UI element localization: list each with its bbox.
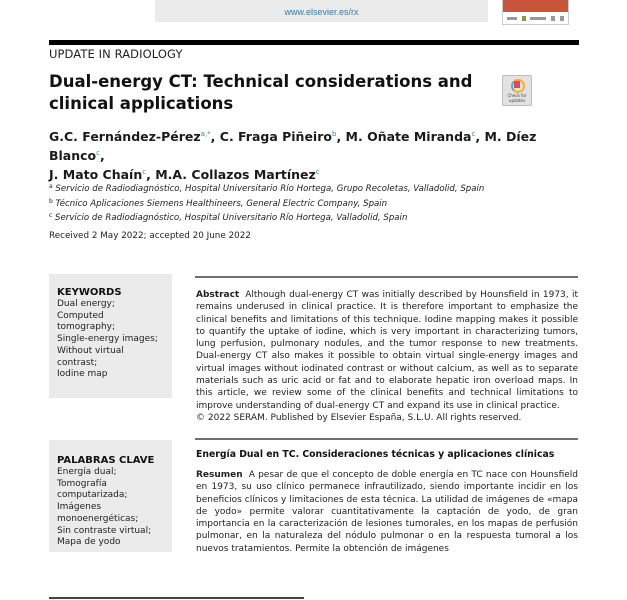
affiliation-marker: b <box>49 197 53 205</box>
header-rule <box>49 40 579 45</box>
abstract-label: Abstract <box>196 290 240 300</box>
abstract-paragraph <box>196 289 578 424</box>
affiliation-marker: a <box>49 183 53 190</box>
affiliation-item <box>49 181 484 196</box>
author-name[interactable]: M.A. Collazos Martínez <box>155 167 316 182</box>
affiliation-text: Servicio de Radiodiagnóstico, Hospital Universitario Río Hortega, Grupo Recoletas, Valladolid, Spain <box>55 184 485 194</box>
palabra-clave-item: Energía dual; <box>57 467 117 477</box>
palabras-clave-box <box>49 440 172 552</box>
abstract-rule <box>195 276 578 278</box>
author-list: G.C. Fernández-Pérez$^{a,*}$, C. Fraga Piñeiro$^b$, M. Oñate Miranda$^c$, M. Díez Blanco$^c$, J. Mato Chaín$^c$, M.A. Collazos Martínez$^c$ <box>49 129 537 182</box>
author-affiliation-ref[interactable]: b <box>331 130 337 138</box>
affiliation-item <box>49 196 484 211</box>
received-dates: Received 2 May 2022; accepted 20 June 2022 <box>49 231 251 241</box>
author-name[interactable]: C. Fraga Piñeiro <box>219 129 332 144</box>
author-affiliation-ref[interactable]: c <box>96 149 101 157</box>
affiliations <box>49 181 484 225</box>
keyword-item: Iodine map <box>57 369 108 380</box>
author-affiliation-ref[interactable]: c <box>315 168 320 176</box>
author-affiliation-ref[interactable]: c <box>471 130 476 138</box>
author-name[interactable]: M. Oñate Miranda <box>345 129 472 144</box>
keywords-box <box>49 274 172 398</box>
keyword-item: Without virtual <box>57 345 124 356</box>
check-updates-label: Check for updates <box>507 93 527 103</box>
footnote-rule <box>49 597 304 599</box>
cover-color-band <box>503 0 568 12</box>
keyword-item: Dual energy; <box>57 299 115 309</box>
author-name[interactable]: G.C. Fernández-Pérez <box>49 129 201 144</box>
affiliation-marker: c <box>49 212 53 219</box>
keywords-title: KEYWORDS <box>57 287 122 298</box>
palabra-clave-item: Mapa de yodo <box>57 537 121 548</box>
affiliation-item <box>49 210 484 225</box>
journal-header-banner <box>155 0 488 22</box>
resumen-text: A pesar de que el concepto de doble energía en TC nace con Hounsfield en 1973, su uso clínico permanece infrautilizado, siendo importante incidir en los beneficios clínicos y limitaciones de esta técnica. La utilidad de imágenes de «mapa de yodo» permite valorar cuantitativamente la captación de yodo, de gran importancia en la caracterización de lesiones tumorales, en los mapas de perfusión pulmonar, en la naturaleza del nódulo pulmonar o en la respuesta tumoral a los nuevos tratamientos. Permite la obtención de imágenes <box>196 470 578 554</box>
author-affiliation-ref[interactable]: c <box>142 168 147 176</box>
spanish-title: Energía Dual en TC. Consideraciones técnicas y aplicaciones clínicas <box>196 449 555 460</box>
keyword-item: contrast; <box>57 357 98 368</box>
abstract-text: Although dual-energy CT was initially described by Hounsfield in 1973, it remains underused in clinical practice. It is therefore important to emphasize the clinical benefits and limitations of this technique. Iodine mapping makes it possible to quantify the uptake of iodine, which is very important in characterizing tumors, lung perfusion, pulmonary nodules, and the tumor response to new treatments. Dual-energy CT also makes it possible to obtain virtual single-energy images and virtual images without iodinated contrast or without calcium, as well as to separate materials such as uric acid or fat and to elaborate hepatic iron overload maps. In this article, we review some of the clinical benefits and technical limitations to improve understanding of dual-energy CT and expand its use in clinical practice. <box>196 290 578 411</box>
copyright-notice: © 2022 SERAM. Published by Elsevier España, S.L.U. All rights reserved. <box>196 412 522 423</box>
author-affiliation-ref[interactable]: a,* <box>200 130 211 138</box>
author-name[interactable]: M. Díez Blanco <box>49 129 537 163</box>
cover-logos <box>503 12 568 24</box>
section-label: UPDATE IN RADIOLOGY <box>49 47 183 61</box>
resumen-rule <box>195 438 578 440</box>
author-name[interactable]: J. Mato Chaín <box>49 167 143 182</box>
bookmark-icon <box>514 81 520 88</box>
palabra-clave-item: Sin contraste virtual; <box>57 525 152 536</box>
check-for-updates-button[interactable] <box>502 75 532 106</box>
keyword-item: Computed <box>57 310 104 321</box>
resumen-paragraph <box>196 469 578 555</box>
palabra-clave-item: computarizada; <box>57 490 128 501</box>
keyword-item: Single-energy images; <box>57 334 158 345</box>
keyword-item: tomography; <box>57 322 116 333</box>
affiliation-text: Servicio de Radiodiagnóstico, Hospital Universitario Río Hortega, Valladolid, Spain <box>55 213 408 223</box>
journal-url-link[interactable]: www.elsevier.es/rx <box>284 7 359 17</box>
palabras-clave-title: PALABRAS CLAVE <box>57 455 155 466</box>
palabra-clave-item: Imágenes <box>57 502 102 513</box>
palabra-clave-item: Tomografía <box>57 478 107 489</box>
affiliation-text: Técnico Aplicaciones Siemens Healthineers, General Electric Company, Spain <box>55 198 388 209</box>
palabra-clave-item: monoenergéticas; <box>57 513 139 524</box>
article-title: Dual-energy CT: Technical considerations and clinical applications <box>49 72 473 113</box>
journal-cover-thumbnail <box>502 0 569 25</box>
resumen-label: Resumen <box>196 470 243 480</box>
